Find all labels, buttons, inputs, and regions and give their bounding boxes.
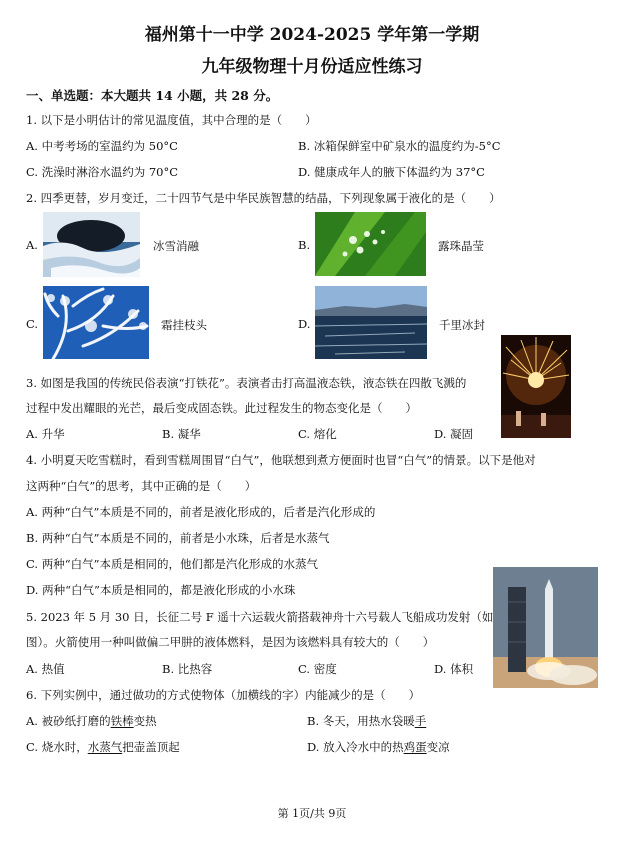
q5-stem-line1: 5. 2023 年 5 月 30 日，长征二号 F 遥十六运载火箭搭载神舟十六号载人飞船成功发射（如 bbox=[26, 610, 494, 624]
q2-option-a-letter: A. bbox=[26, 238, 38, 252]
frost-branches-image bbox=[43, 286, 149, 359]
rocket-launch-image bbox=[493, 567, 598, 688]
q1-stem: 1. 以下是小明估计的常见温度值，其中合理的是（ ） bbox=[26, 113, 317, 127]
q2-stem: 2. 四季更替，岁月变迁，二十四节气是中华民族智慧的结晶，下列现象属于液化的是（ ） bbox=[26, 191, 501, 205]
q4-stem-line2: 这两种“白气”的思考，其中正确的是（ ） bbox=[26, 479, 257, 493]
q6-option-d: D. 放入冷水中的热鸡蛋变凉 bbox=[307, 740, 450, 754]
q6-option-b: B. 冬天，用热水袋暖手 bbox=[307, 714, 427, 728]
q2-option-a-text: 冰雪消融 bbox=[153, 239, 199, 253]
exam-title: 福州第十一中学 2024-2025 学年第一学期 bbox=[144, 25, 480, 45]
q6-stem: 6. 下列实例中，通过做功的方式使物体（加横线的字）内能减少的是（ ） bbox=[26, 688, 421, 702]
section-heading: 一、单选题：本大题共 14 小题，共 28 分。 bbox=[26, 88, 279, 103]
q2-option-b-letter: B. bbox=[298, 238, 311, 252]
q1-option-a: A. 中考考场的室温约为 50°C bbox=[26, 139, 178, 153]
q6-b-underlined: 手 bbox=[414, 714, 427, 728]
q2-option-d-letter: D. bbox=[298, 317, 311, 331]
q6-option-c: C. 烧水时，水蒸气把壶盖顶起 bbox=[26, 740, 180, 754]
q6-c-underlined: 水蒸气 bbox=[87, 740, 123, 754]
q3-option-b: B. 凝华 bbox=[162, 427, 201, 441]
exam-subtitle: 九年级物理十月份适应性练习 bbox=[201, 57, 423, 77]
dew-drops-image bbox=[315, 212, 426, 276]
frozen-lake-image bbox=[315, 286, 427, 359]
q2-option-c-text: 霜挂枝头 bbox=[161, 318, 207, 332]
q4-option-b: B. 两种“白气”本质是不同的，前者是小水珠，后者是水蒸气 bbox=[26, 531, 330, 545]
q4-stem-line1: 4. 小明夏天吃雪糕时，看到雪糕周围冒“白气”，他联想到煮方便面时也冒“白气”的情景。以下是他对 bbox=[26, 453, 536, 467]
q6-option-a: A. 被砂纸打磨的铁棒变热 bbox=[26, 714, 157, 728]
q3-stem-line1: 3. 如图是我国的传统民俗表演“打铁花”。表演者击打高温液态铁，液态铁在四散飞溅的 bbox=[26, 376, 467, 390]
q3-option-a: A. 升华 bbox=[26, 427, 65, 441]
q5-stem-line2: 图）。火箭使用一种叫做偏二甲肼的液体燃料，是因为该燃料具有较大的（ ） bbox=[26, 635, 435, 649]
q5-option-b: B. 比热容 bbox=[162, 662, 213, 676]
q5-option-d: D. 体积 bbox=[434, 662, 474, 676]
q3-option-d: D. 凝固 bbox=[434, 427, 474, 441]
q5-option-a: A. 热值 bbox=[26, 662, 65, 676]
q3-option-c: C. 熔化 bbox=[298, 427, 337, 441]
q2-option-d-text: 千里冰封 bbox=[439, 318, 485, 332]
q1-option-b: B. 冰箱保鲜室中矿泉水的温度约为-5°C bbox=[298, 139, 501, 153]
q4-option-a: A. 两种“白气”本质是不同的，前者是液化形成的，后者是汽化形成的 bbox=[26, 505, 376, 519]
iron-flower-image bbox=[501, 335, 571, 438]
q2-option-b-text: 露珠晶莹 bbox=[438, 239, 484, 253]
q1-option-d: D. 健康成年人的腋下体温约为 37°C bbox=[298, 165, 485, 179]
q1-option-c: C. 洗澡时淋浴水温约为 70°C bbox=[26, 165, 179, 179]
q4-option-c: C. 两种“白气”本质是相同的，他们都是汽化形成的水蒸气 bbox=[26, 557, 318, 571]
ice-melting-image bbox=[43, 212, 140, 277]
q6-a-underlined: 铁棒 bbox=[110, 714, 134, 728]
q4-option-d: D. 两种“白气”本质是相同的，都是液化形成的小水珠 bbox=[26, 583, 296, 597]
q2-option-c-letter: C. bbox=[26, 317, 39, 331]
q5-option-c: C. 密度 bbox=[298, 662, 337, 676]
q3-stem-line2: 过程中发出耀眼的光芒，最后变成固态铁。此过程发生的物态变化是（ ） bbox=[26, 401, 417, 415]
page-number: 第 1页/共 9页 bbox=[277, 807, 347, 820]
q6-d-underlined: 鸡蛋 bbox=[403, 740, 427, 754]
